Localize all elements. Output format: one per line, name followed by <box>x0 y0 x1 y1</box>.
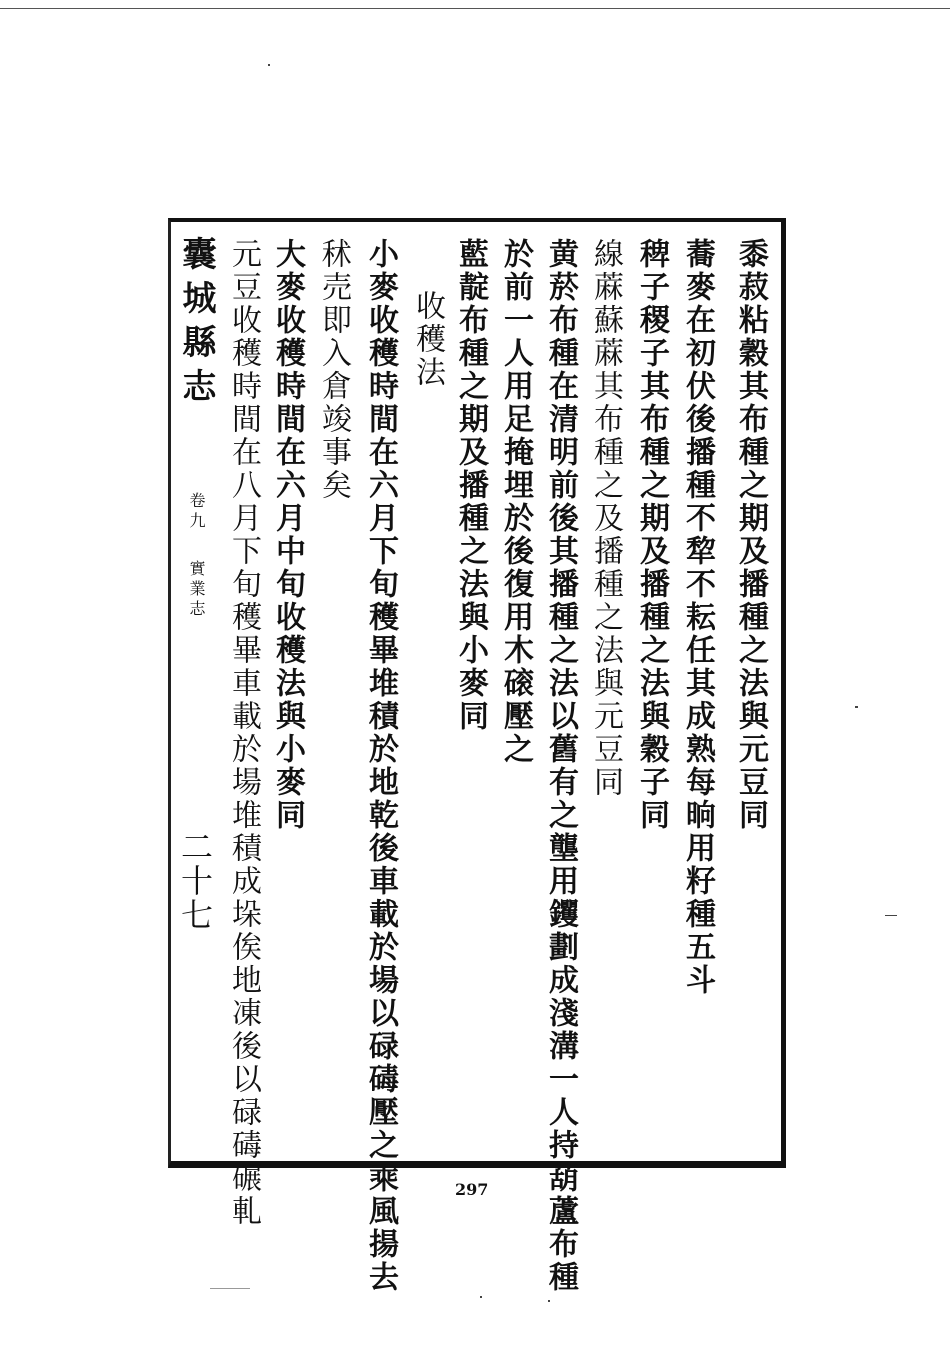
scan-speck <box>855 706 858 708</box>
text-column-9: 小麥收穫時間在六月下旬穫畢堆積於地乾後車載於場以碌碡壓之乘風揚去 <box>363 238 398 1294</box>
scan-speck <box>210 1288 250 1289</box>
text-column-4: 線蔴蘇蔴其布種之及播種之法與元豆同 <box>588 238 623 799</box>
text-column-7: 藍靛布種之期及播種之法與小麥同 <box>453 238 488 733</box>
text-column-1: 黍菽粘穀其布種之期及播種之法與元豆同 <box>733 238 768 832</box>
volume-label: 卷九 <box>187 492 206 532</box>
scan-speck <box>480 1296 482 1298</box>
text-column-12: 元豆收穫時間在八月下旬穫畢車載於場堆積成垛俟地凍後以碌碡碾軋 <box>226 238 261 1228</box>
text-column-10: 秫売即入倉竣事矣 <box>316 238 351 502</box>
text-column-3: 稗子稷子其布種之期及播種之法與穀子同 <box>634 238 669 832</box>
page-number: 297 <box>455 1180 489 1199</box>
scan-speck <box>885 915 897 916</box>
section-heading: 收穫法 <box>410 290 445 389</box>
text-column-2: 蕎麥在初伏後播種不犂不耘任其成熟每晌用籽種五斗 <box>680 238 715 997</box>
text-column-11: 大麥收穫時間在六月中旬收穫法與小麥同 <box>270 238 305 832</box>
folio-number: 二十七 <box>176 830 214 932</box>
spine-title: 囊城縣志 <box>176 236 216 412</box>
section-label: 實業志 <box>187 560 206 620</box>
scan-speck <box>548 1300 550 1302</box>
text-column-5: 黄菸布種在清明前後其播種之法以舊有之壟用钁劃成淺溝一人持葫蘆布種 <box>543 238 578 1294</box>
text-column-6: 於前一人用足掩埋於後復用木磙壓之 <box>498 238 533 766</box>
scan-speck <box>268 64 270 66</box>
top-rule <box>0 8 950 9</box>
